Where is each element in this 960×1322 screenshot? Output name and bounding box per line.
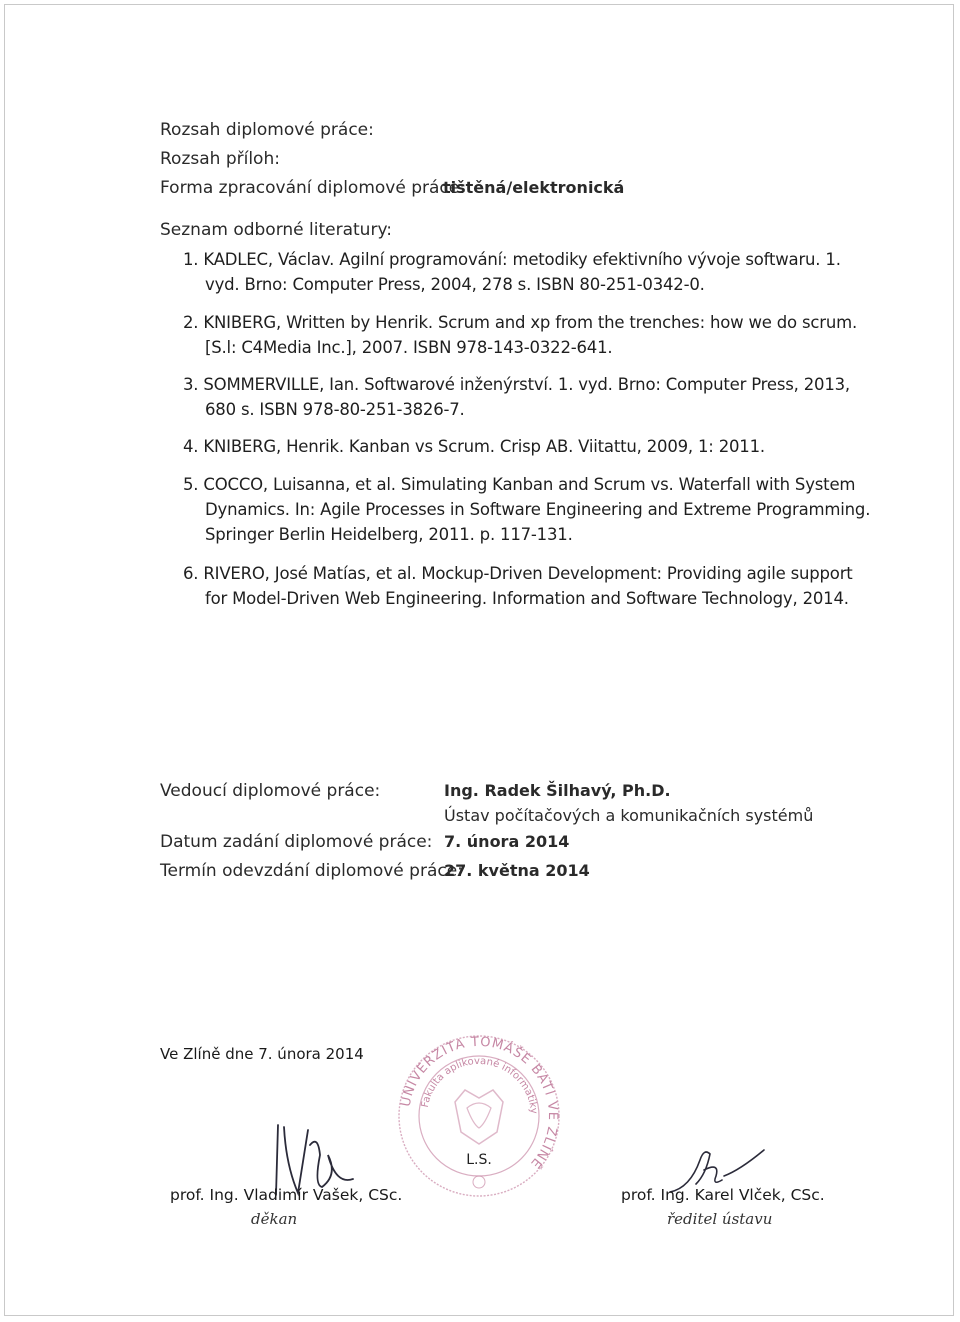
- appendix-label: Rozsah příloh:: [160, 149, 280, 169]
- stamp-outer-text: UNIVERZITA TOMÁŠE BATI VE ZLÍNĚ: [398, 1034, 561, 1172]
- place-date: Ve Zlíně dne 7. února 2014: [160, 1045, 364, 1063]
- supervisor-label: Vedoucí diplomové práce:: [160, 781, 381, 801]
- reference-3-line2: 680 s. ISBN 978-80-251-3826-7.: [205, 400, 465, 419]
- reference-5-line2: Dynamics. In: Agile Processes in Software Engineering and Extreme Programming.: [205, 500, 871, 519]
- deadline-value: 27. května 2014: [444, 861, 590, 880]
- director-name: prof. Ing. Karel Vlček, CSc.: [621, 1186, 825, 1204]
- reference-2-line2: [S.l: C4Media Inc.], 2007. ISBN 978-143-0322-641.: [205, 338, 613, 357]
- scope-label: Rozsah diplomové práce:: [160, 120, 374, 140]
- university-stamp-icon: [395, 1032, 563, 1200]
- assigned-date-label: Datum zadání diplomové práce:: [160, 832, 433, 852]
- supervisor-department: Ústav počítačových a komunikačních systémů: [444, 806, 814, 825]
- reference-1-line2: vyd. Brno: Computer Press, 2004, 278 s. ISBN 80-251-0342-0.: [205, 275, 705, 294]
- form-value: tištěná/elektronická: [443, 178, 625, 197]
- reference-6-line1: 6. RIVERO, José Matías, et al. Mockup-Driven Development: Providing agile support: [183, 564, 853, 583]
- supervisor-name: Ing. Radek Šilhavý, Ph.D.: [444, 781, 671, 800]
- assigned-date-value: 7. února 2014: [444, 832, 570, 851]
- literature-label: Seznam odborné literatury:: [160, 220, 392, 240]
- stamp-inner-text: Fakulta aplikované informatiky: [419, 1055, 540, 1115]
- reference-5-line1: 5. COCCO, Luisanna, et al. Simulating Kanban and Scrum vs. Waterfall with System: [183, 475, 856, 494]
- reference-4-line1: 4. KNIBERG, Henrik. Kanban vs Scrum. Crisp AB. Viitattu, 2009, 1: 2011.: [183, 437, 765, 456]
- deadline-label: Termín odevzdání diplomové práce:: [160, 861, 463, 881]
- form-label: Forma zpracování diplomové práce:: [160, 178, 465, 198]
- reference-6-line2: for Model-Driven Web Engineering. Information and Software Technology, 2014.: [205, 589, 849, 608]
- stamp-center-text: L.S.: [466, 1152, 492, 1168]
- director-role: ředitel ústavu: [667, 1210, 773, 1228]
- dean-name: prof. Ing. Vladimír Vašek, CSc.: [170, 1186, 403, 1204]
- reference-2-line1: 2. KNIBERG, Written by Henrik. Scrum and xp from the trenches: how we do scrum.: [183, 313, 857, 332]
- dean-role: děkan: [251, 1210, 298, 1228]
- reference-3-line1: 3. SOMMERVILLE, Ian. Softwarové inženýrství. 1. vyd. Brno: Computer Press, 2013,: [183, 375, 850, 394]
- reference-5-line3: Springer Berlin Heidelberg, 2011. p. 117-131.: [205, 525, 573, 544]
- reference-1-line1: 1. KADLEC, Václav. Agilní programování: metodiky efektivního vývoje softwaru. 1.: [183, 250, 841, 269]
